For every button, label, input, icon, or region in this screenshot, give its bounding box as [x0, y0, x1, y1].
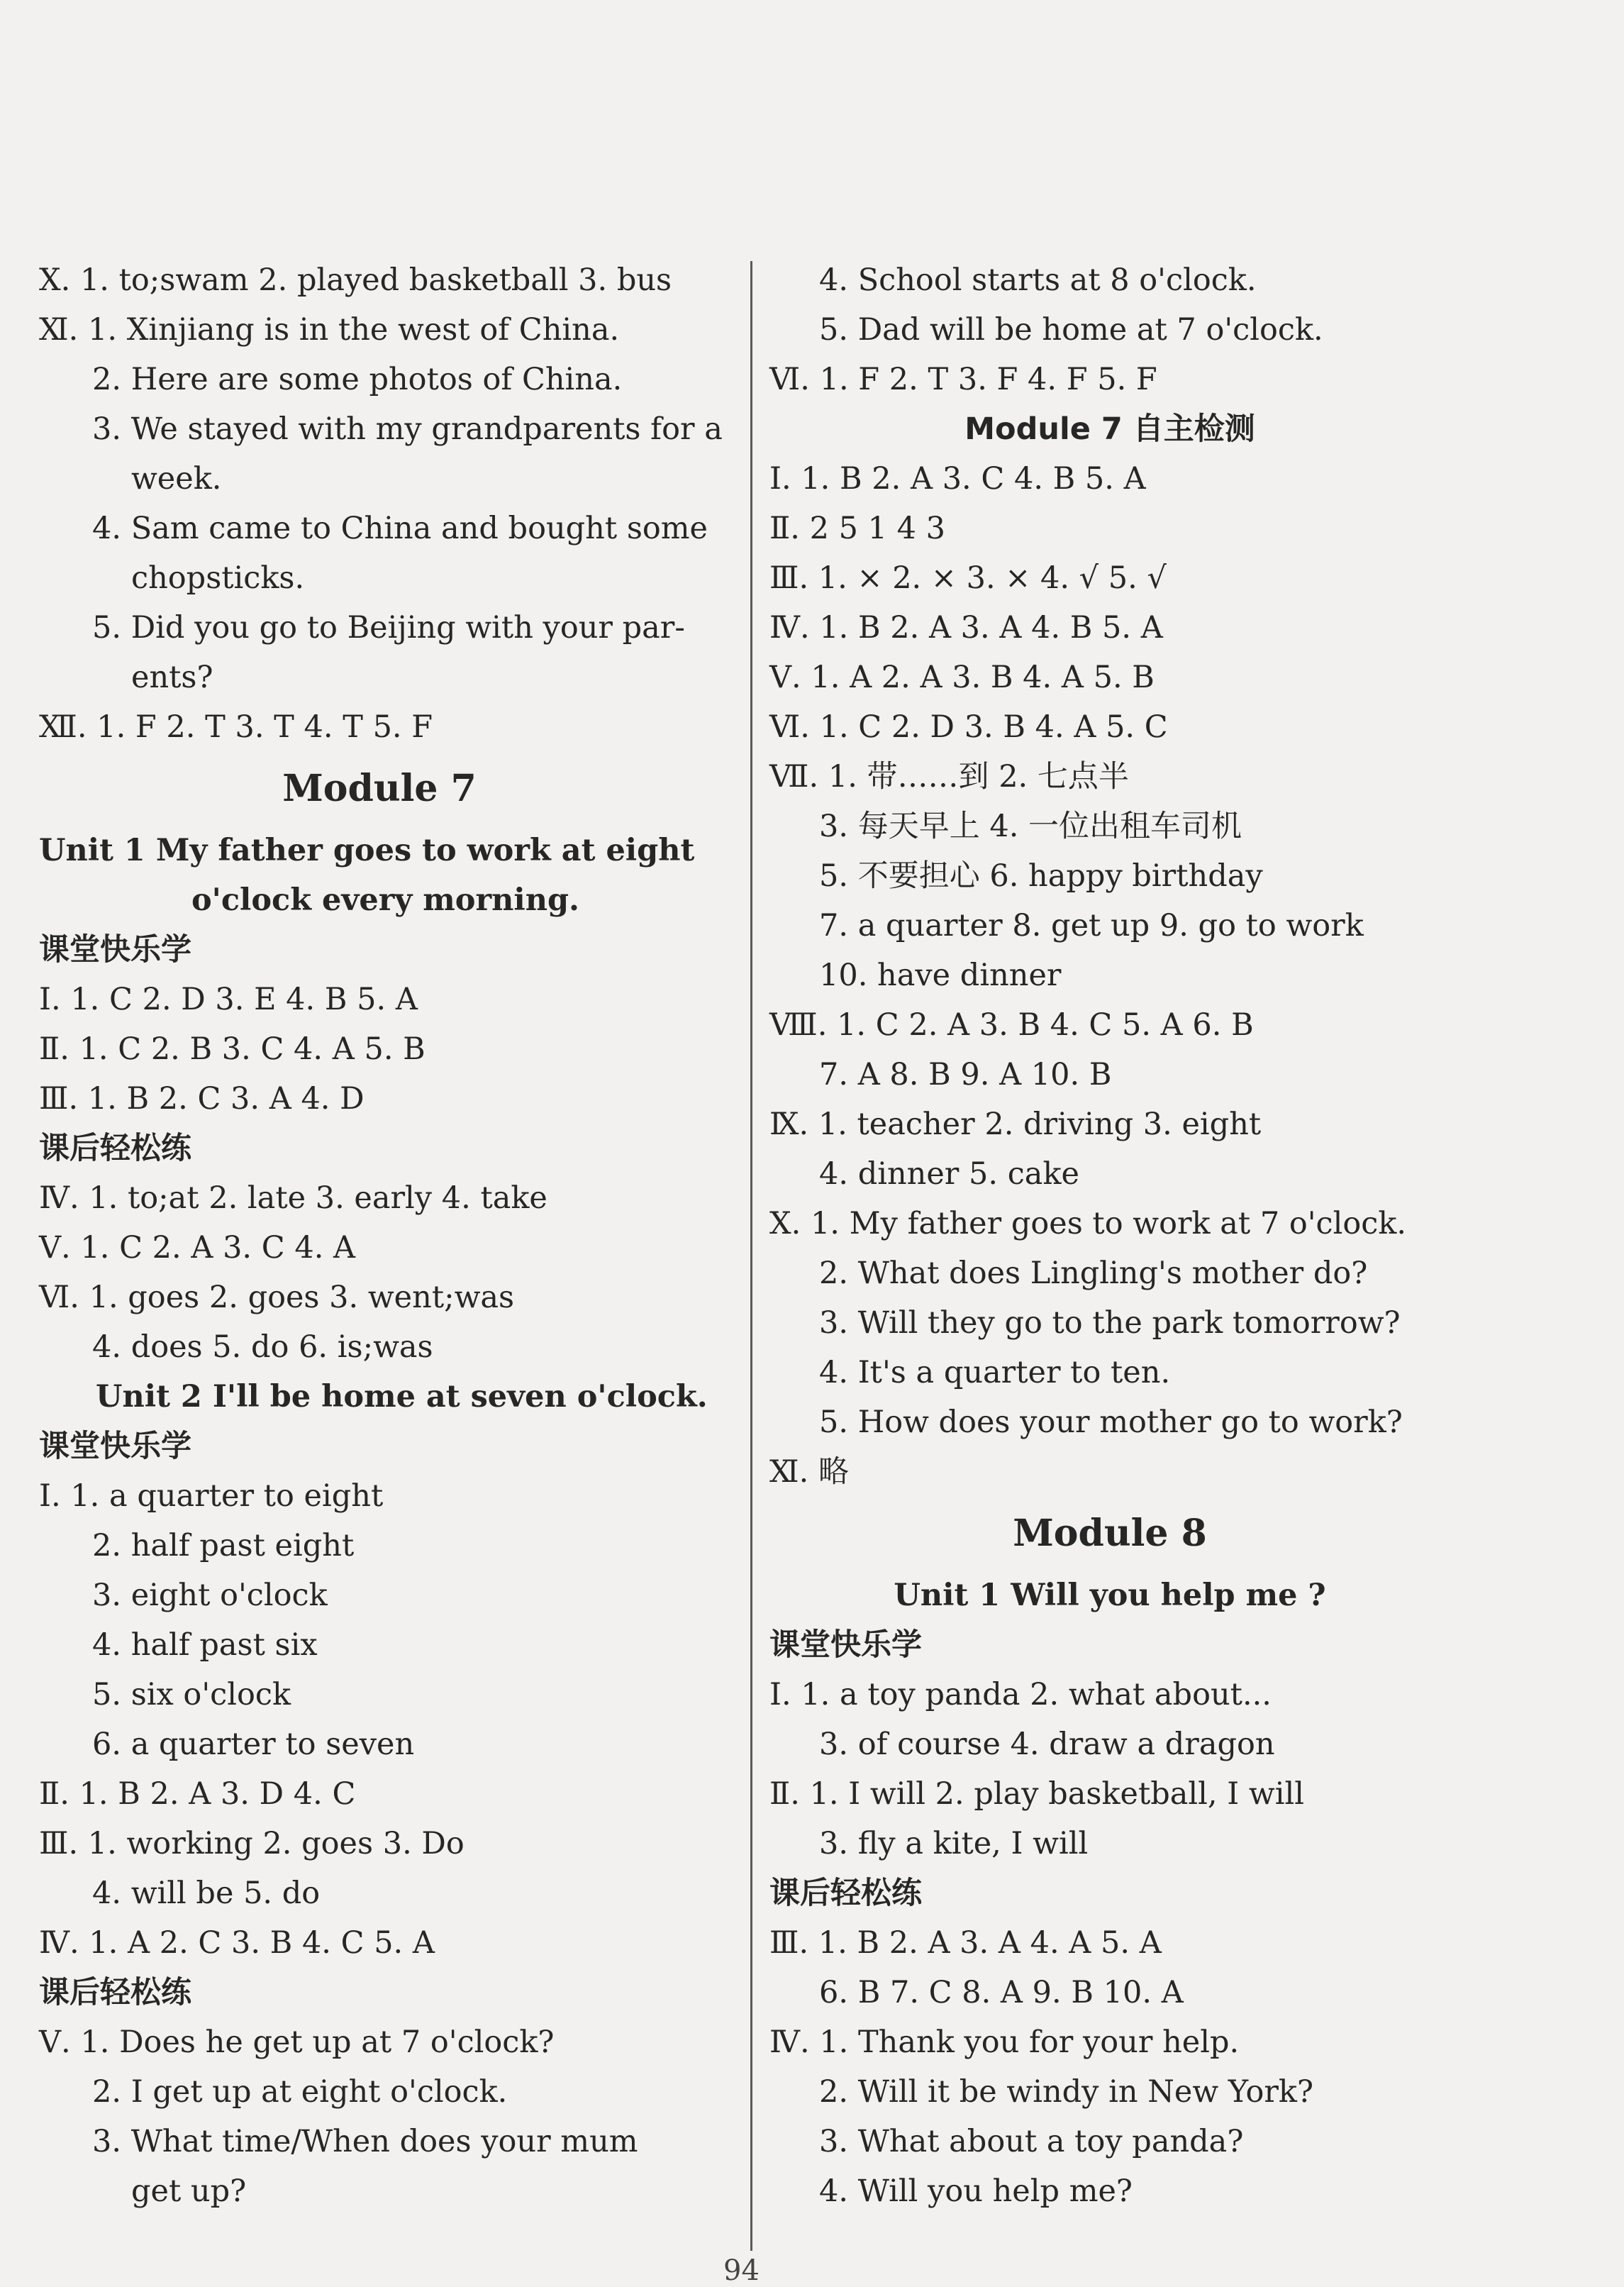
- answer-line: 10. have dinner: [819, 958, 1062, 993]
- answer-line: week.: [131, 461, 222, 497]
- answer-line: chopsticks.: [131, 560, 305, 596]
- answer-line: Ⅱ. 1. B 2. A 3. D 4. C: [39, 1776, 356, 1812]
- answer-line: 2. half past eight: [92, 1528, 355, 1563]
- unit-heading: Unit 1 Will you help me ?: [894, 1578, 1326, 1613]
- section-heading: 课后轻松练: [39, 1131, 191, 1166]
- answer-line: 4. Sam came to China and bought some: [92, 511, 708, 546]
- left-column: [39, 255, 723, 2216]
- answer-line: 3. fly a kite, I will: [819, 1826, 1089, 1861]
- answer-line: Ⅲ. 1. B 2. A 3. A 4. A 5. A: [769, 1925, 1162, 1961]
- answer-line: Ⅴ. 1. A 2. A 3. B 4. A 5. B: [769, 660, 1155, 695]
- answer-line: Ⅰ. 1. a toy panda 2. what about...: [769, 1677, 1272, 1712]
- answer-line: Ⅺ. 略: [769, 1454, 849, 1490]
- answer-line: Ⅵ. 1. F 2. T 3. F 4. F 5. F: [769, 362, 1157, 397]
- answer-line: 2. I get up at eight o'clock.: [92, 2074, 508, 2110]
- section-heading: 课堂快乐学: [39, 1429, 191, 1464]
- answer-line: 6. a quarter to seven: [92, 1727, 415, 1762]
- section-heading: 课后轻松练: [39, 1975, 191, 2010]
- section-heading: 课后轻松练: [769, 1876, 922, 1911]
- answer-line: 3. What time/When does your mum: [92, 2124, 638, 2159]
- answer-line: Ⅵ. 1. goes 2. goes 3. went;was: [39, 1280, 515, 1315]
- answer-line: 5. Dad will be home at 7 o'clock.: [819, 312, 1323, 348]
- answer-line: 2. What does Lingling's mother do?: [819, 1256, 1368, 1291]
- answer-line: Ⅳ. 1. A 2. C 3. B 4. C 5. A: [39, 1925, 435, 1961]
- answer-line: 3. We stayed with my grandparents for a: [92, 411, 723, 447]
- section-heading: 课堂快乐学: [39, 932, 191, 968]
- answer-line: 5. six o'clock: [92, 1677, 291, 1712]
- answer-line: ents?: [131, 660, 213, 695]
- column-divider: [750, 261, 752, 2251]
- answer-line: Ⅸ. 1. teacher 2. driving 3. eight: [769, 1107, 1262, 1142]
- module-heading: Module 7: [282, 767, 477, 810]
- answer-line: Ⅺ. 1. Xinjiang is in the west of China.: [39, 312, 620, 348]
- module-heading: Module 8: [1013, 1512, 1207, 1555]
- unit-heading: Unit 2 I'll be home at seven o'clock.: [96, 1379, 708, 1414]
- answer-line: 4. Will you help me?: [819, 2174, 1133, 2209]
- answer-line: Ⅰ. 1. a quarter to eight: [39, 1478, 384, 1514]
- answer-line: Ⅹ. 1. to;swam 2. played basketball 3. bus: [39, 262, 672, 298]
- section-heading: 课堂快乐学: [769, 1627, 922, 1663]
- answer-line: Ⅳ. 1. Thank you for your help.: [769, 2025, 1240, 2060]
- answer-line: 4. School starts at 8 o'clock.: [819, 262, 1257, 298]
- section-heading: Module 7 自主检测: [964, 411, 1255, 447]
- answer-line: Ⅴ. 1. C 2. A 3. C 4. A: [39, 1230, 356, 1266]
- answer-line: Ⅶ. 1. 带……到 2. 七点半: [769, 759, 1129, 794]
- answer-line: 3. Will they go to the park tomorrow?: [819, 1305, 1401, 1341]
- answer-line: 4. does 5. do 6. is;was: [92, 1329, 433, 1365]
- answer-line: Ⅹ. 1. My father goes to work at 7 o'clock.: [769, 1206, 1407, 1241]
- answer-line: Ⅷ. 1. C 2. A 3. B 4. C 5. A 6. B: [769, 1007, 1254, 1043]
- answer-line: 5. Did you go to Beijing with your par-: [92, 610, 685, 646]
- answer-line: 4. half past six: [92, 1627, 318, 1663]
- answer-line: get up?: [131, 2174, 247, 2209]
- answer-line: 2. Here are some photos of China.: [92, 362, 623, 397]
- answer-line: 2. Will it be windy in New York?: [819, 2074, 1314, 2110]
- answer-line: Ⅱ. 2 5 1 4 3: [769, 511, 946, 546]
- answer-line: Ⅳ. 1. B 2. A 3. A 4. B 5. A: [769, 610, 1163, 646]
- answer-line: 6. B 7. C 8. A 9. B 10. A: [819, 1975, 1184, 2010]
- answer-line: Ⅰ. 1. B 2. A 3. C 4. B 5. A: [769, 461, 1146, 497]
- answer-line: 3. 每天早上 4. 一位出租车司机: [819, 809, 1242, 844]
- answer-line: 7. A 8. B 9. A 10. B: [819, 1057, 1112, 1092]
- answer-line: 3. eight o'clock: [92, 1578, 328, 1613]
- answer-line: Ⅰ. 1. C 2. D 3. E 4. B 5. A: [39, 982, 418, 1017]
- answer-line: Ⅵ. 1. C 2. D 3. B 4. A 5. C: [769, 709, 1168, 745]
- right-column: [769, 255, 1450, 2216]
- answer-line: 4. will be 5. do: [92, 1876, 321, 1911]
- page-number: 94: [723, 2254, 760, 2287]
- answer-line: Ⅱ. 1. C 2. B 3. C 4. A 5. B: [39, 1031, 426, 1067]
- answer-line: Ⅲ. 1. working 2. goes 3. Do: [39, 1826, 465, 1861]
- answer-line: Ⅲ. 1. × 2. × 3. × 4. √ 5. √: [769, 560, 1167, 596]
- answer-line: 3. What about a toy panda?: [819, 2124, 1244, 2159]
- unit-heading-cont: o'clock every morning.: [191, 882, 580, 918]
- answer-line: 4. It's a quarter to ten.: [819, 1355, 1171, 1390]
- answer-line: Ⅲ. 1. B 2. C 3. A 4. D: [39, 1081, 365, 1117]
- answer-line: Ⅱ. 1. I will 2. play basketball, I will: [769, 1776, 1304, 1812]
- answer-line: Ⅻ. 1. F 2. T 3. T 4. T 5. F: [39, 709, 433, 745]
- answer-line: 4. dinner 5. cake: [819, 1156, 1079, 1192]
- answer-line: 5. How does your mother go to work?: [819, 1405, 1403, 1440]
- answer-line: 5. 不要担心 6. happy birthday: [819, 858, 1263, 894]
- answer-line: 3. of course 4. draw a dragon: [819, 1727, 1275, 1762]
- answer-line: 7. a quarter 8. get up 9. go to work: [819, 908, 1364, 943]
- answer-line: Ⅳ. 1. to;at 2. late 3. early 4. take: [39, 1180, 547, 1216]
- answer-line: Ⅴ. 1. Does he get up at 7 o'clock?: [39, 2025, 555, 2060]
- unit-heading: Unit 1 My father goes to work at eight: [39, 833, 695, 868]
